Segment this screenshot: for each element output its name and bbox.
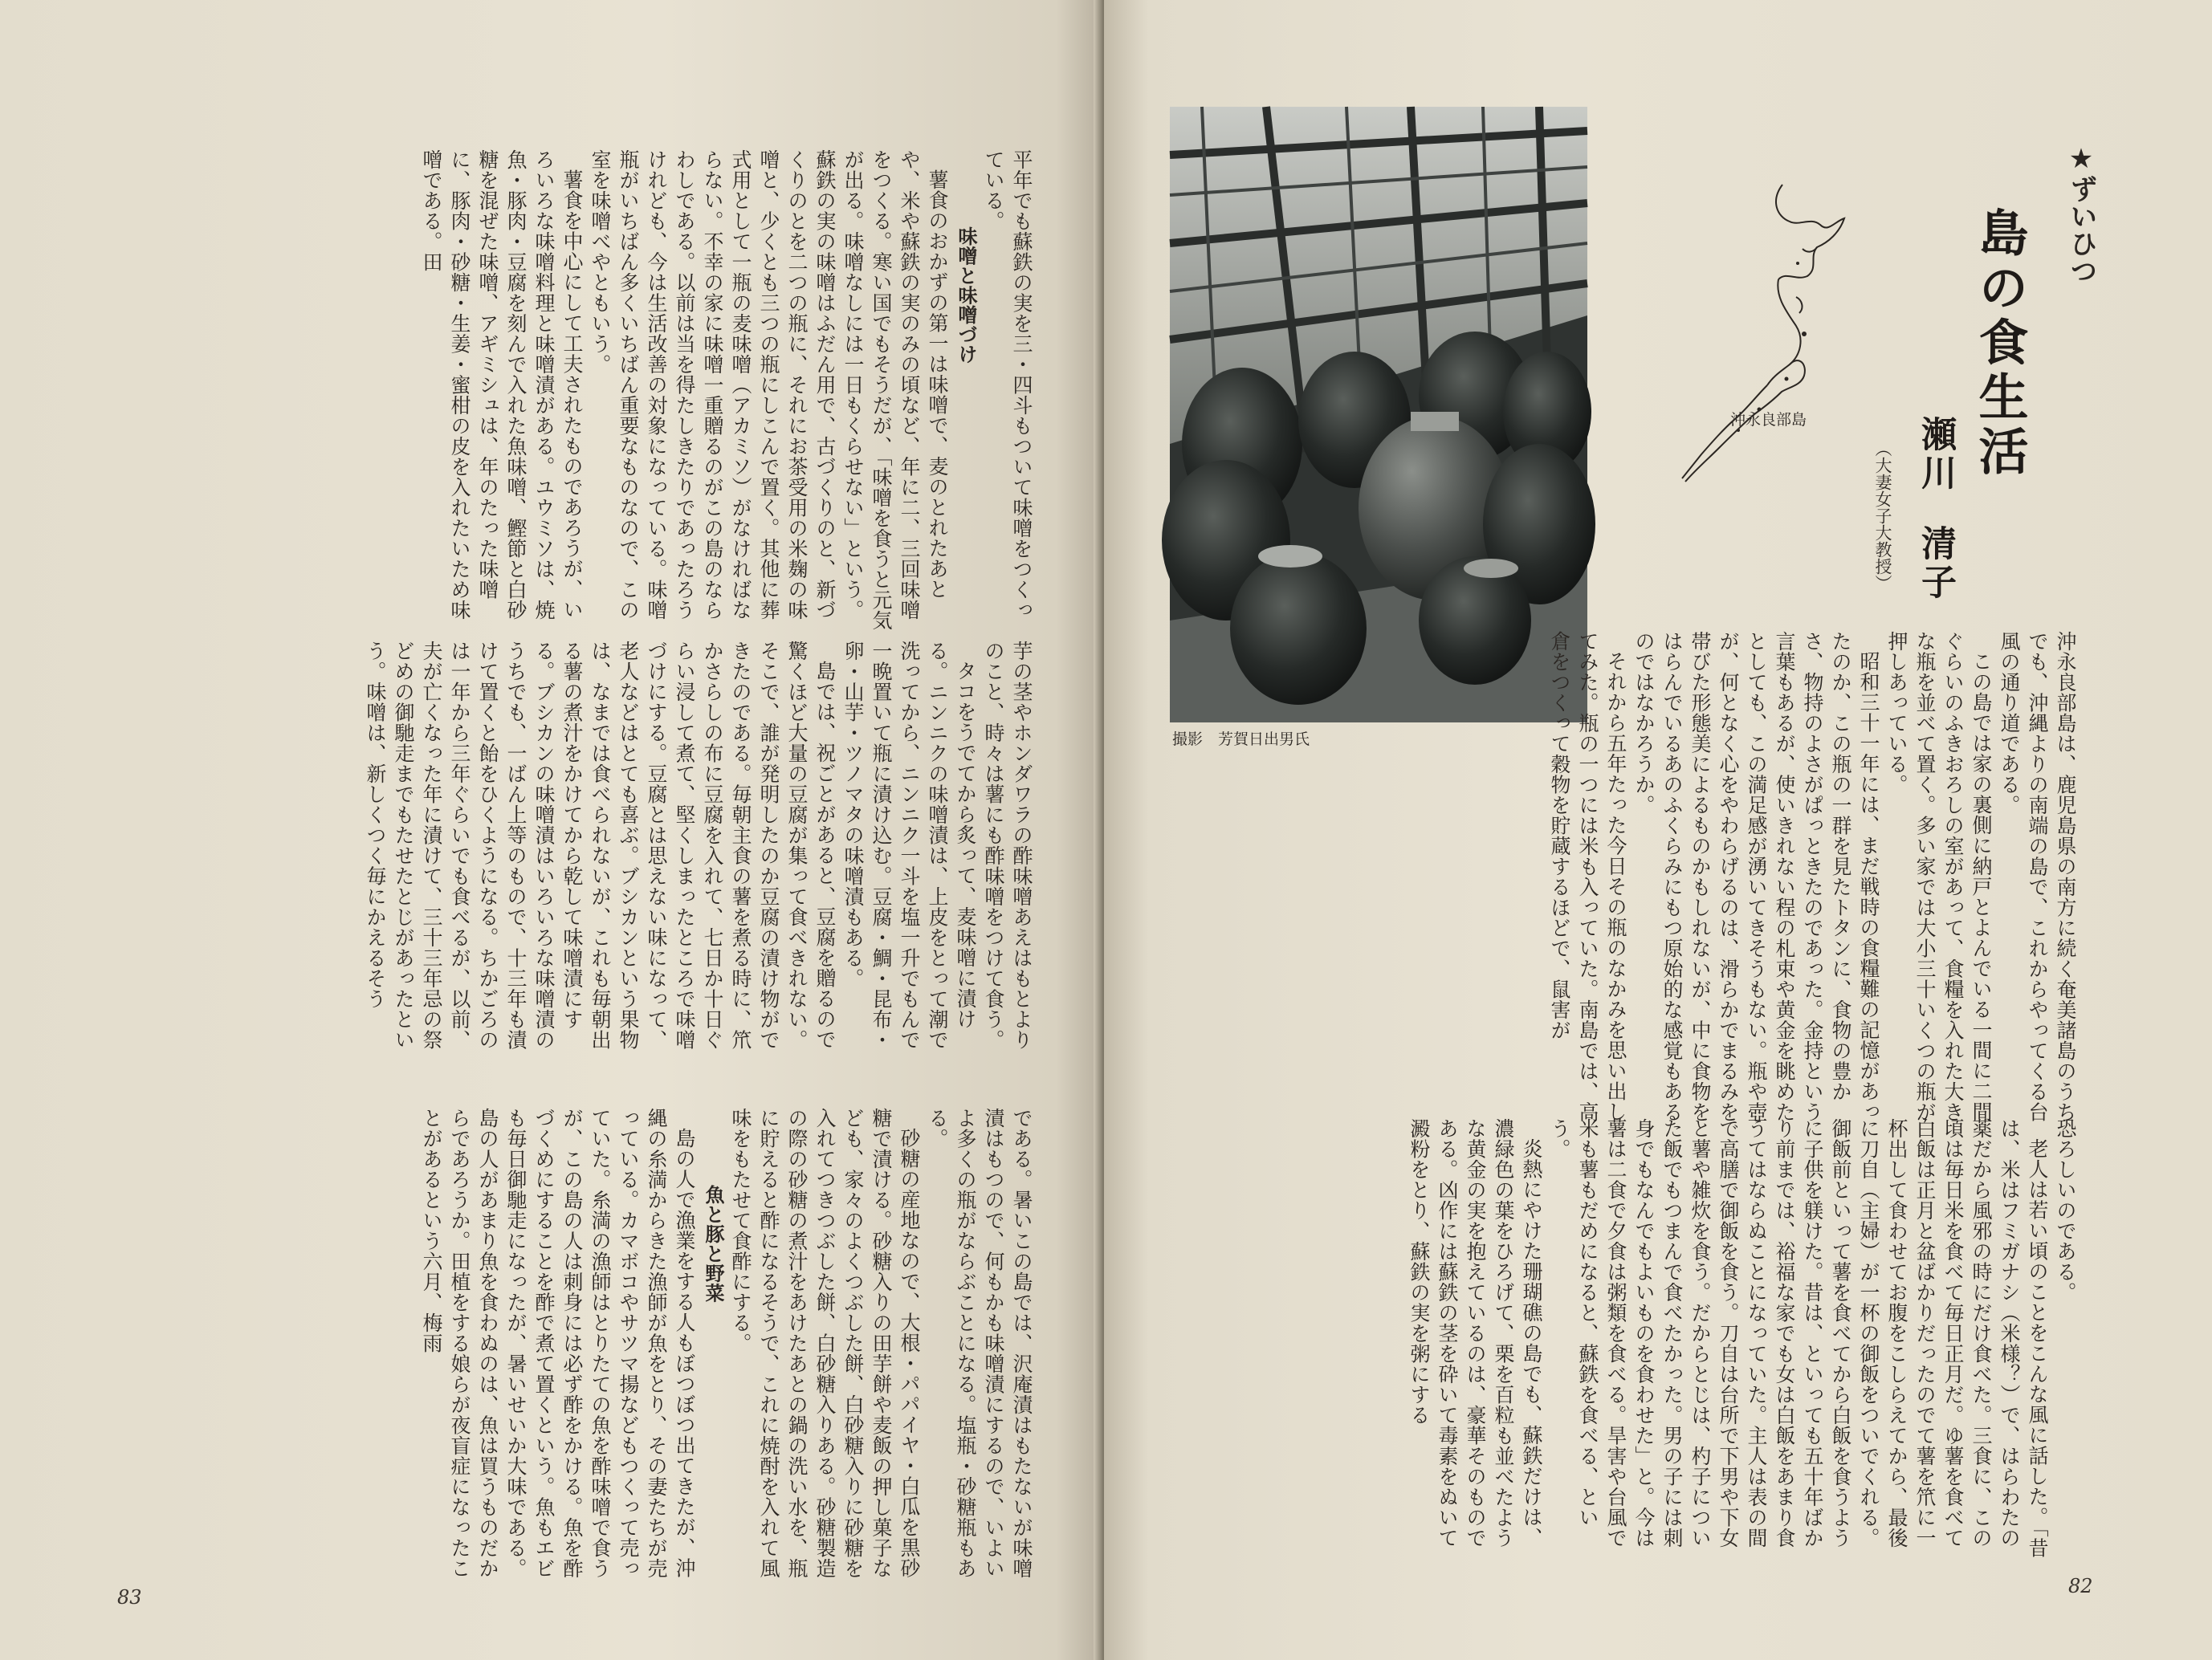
section-heading-miso: 味噌と味噌づけ [955, 226, 977, 364]
author-affiliation: （大妻女子大教授） [1873, 440, 1892, 592]
paragraph: である。暑いこの島では、沢庵漬はもたないが味噌漬はもつので、何もかも味噌漬にするので、いよいよ多くの瓶がならぶことになる。塩瓶・砂糖瓶もある。 [926, 1108, 1033, 1579]
article-title: 島の食生活 [1970, 207, 2029, 480]
paragraph: 昭和三十一年には、まだ戦時の食糧難の記憶があったのか、この瓶の一群を見たトタンに、食物の豊かさ、物持のよさがぱっときたのであった。金持という言葉もあるが、使いきれない程の札束や黄金を眺めたとしても、この満足感が湧いてきそうもない。瓶や壺が、何となく心をやわらげるのは、滑らかでまるみを帯びた形態美によるものかもしれないが、中に食物をはらんでいるあのふくらみにもつ原始的な感覚もあるのではなかろうか。 [1632, 631, 1880, 1122]
page-number-left: 83 [117, 1586, 142, 1609]
map-label: 沖永良部島 [1730, 411, 1807, 429]
paragraph: 平年でも蘇鉄の実を三・四斗もついて味噌をつくっている。 [982, 149, 1033, 620]
paragraph: タコをうでてから炙って、麦味噌に漬ける。ニンニクの味噌漬は、上皮をとって潮で洗ってから、ニンニク一斗を塩一升でもんで一晩置いて瓶に漬け込む。豆腐・鯛・昆布・卵・山芋・ツノマタの味噌漬もある。 [841, 641, 977, 1050]
paragraph: 島の人で漁業をする人もぼつぼつ出てきたが、沖縄の糸満からきた漁師が魚をとり、その妻たちが売っている。カマボコやサツマ揚などもつくって売っていた。糸満の漁師はとりたての魚を酢味噌で食うが、この島の人は刺身には必ず酢をかける。魚を酢づくめにすることを酢で煮て置くという。魚もエビも毎日御馳走になったが、暑いせいか大味である。島の人があまり魚を食わぬのは、魚は買うものだからであろうか。田植をする娘らが夜盲症になったことがあるという六月、梅雨 [420, 1108, 696, 1579]
paragraph: それから五年たった今日その瓶のなかみを思い出してみた。瓶の一つには米も入っていた。南島では、高倉をつくって穀物を貯蔵するほどで、鼠害が [1548, 631, 1627, 1122]
island-map-illustration [1618, 169, 1859, 490]
paragraph: 沖永良部島は、鹿児島県の南方に続く奄美諸島のうちでも、沖縄よりの南端の島で、これからやってくる台風の通り道である。 [1998, 631, 2077, 1122]
left-top-text [64, 149, 1036, 635]
author-family-name: 瀬川 [1915, 416, 1956, 493]
paragraph: 薯食のおかずの第一は味噌で、麦のとれたあとや、米や蘇鉄の実のみの頃など、年に二、三回味噌をつくる。寒い国でもそうだが、「味噌を食うと元気が出る。味噌なしには一日もくらせない」という。蘇鉄の実の味噌はふだん用で、古づくりのと、新づくりのとを二つの瓶に、それにお茶受用の米麹の味噌と、少くとも三つの瓶にしこんで置く。其他に葬式用として一瓶の麦味噌（アカミソ）がなければならない。不幸の家に味噌一重贈るのがこの島のならわしである。以前は当を得たしきたりであったろうけれども、今は生活改善の対象になっている。味噌瓶がいちばん多くいちばん重要なものなので、この室を味噌べやともいう。 [589, 149, 949, 631]
series-label: ★ずいひつ [2065, 143, 2097, 284]
left-middle-text [64, 641, 1036, 1058]
paragraph: 芋の茎やホンダワラの酢味噌あえはもとよりのこと、時々は薯にも酢味噌をつけて食う。 [982, 641, 1033, 1050]
right-top-text [1548, 631, 2080, 1122]
author-given-name: 清子 [1915, 525, 1956, 602]
right-bottom-text [1156, 1118, 2080, 1561]
photo-storage-jars [1170, 107, 1587, 722]
paragraph: 薯食を中心にして工夫されたものであろうが、いろいろな味噌料理と味噌漬がある。ユウミソは、焼魚・豚肉・豆腐を刻んで入れた魚味噌、鰹節と白砂糖を混ぜた味噌、アギミシュは、年のたった味噌に、豚肉・砂糖・生姜・蜜柑の皮を入れたいため味噌である。田 [420, 149, 584, 620]
left-page [0, 0, 1100, 1660]
paragraph: 島では、祝ごとがあると、豆腐を贈るので驚くほど大量の豆腐が集って食べきれない。そこで、誰が発明したのか豆腐の漬け物ができたのである。毎朝主食の薯を煮る時に、笊かさらしの布に豆腐を入れて、七日か十日ぐらい浸して煮て、堅くしまったところで味噌づけにする。豆腐とは思えない味になって、老人などはとても喜ぶ。ブシカンという果物は、なまでは食べられないが、これも毎朝出る薯の煮汁をかけてから乾して味噌漬にする。ブシカンの味噌漬はいろいろな味噌漬のうちでも、一ばん上等のもので、十三年も漬けて置くと飴をひくようになる。ちかごろのは一年から三年ぐらいでも食べるが、以前、夫が亡くなった年に漬けて、三十三年忌の祭どめの御馳走までもたせたとじがあったという。味噌は、新しくつく毎にかえるそう [364, 641, 837, 1050]
section-heading-fish: 魚と豚と野菜 [702, 1185, 724, 1303]
photo-caption: 撮影 芳賀日出男氏 [1172, 730, 1310, 748]
paragraph: 炎熱にやけた珊瑚礁の島でも、蘇鉄だけは、濃緑色の葉をひろげて、栗を百粒も並べたような黄金の実を抱えているのは、豪華そのものである。凶作には蘇鉄の茎を砕いて毒素をぬいて澱粉をとり、蘇鉄の実を粥にする [1407, 1118, 1543, 1548]
left-bottom-text [64, 1108, 1036, 1581]
page-number-right: 82 [2068, 1575, 2093, 1597]
paragraph: 砂糖の産地なので、大根・パパイヤ・白瓜を黒砂糖で漬ける。砂糖入りの田芋餅や麦飯の押し菓子なども、家々のよくつぶした餅、白砂糖入りに砂糖を入れてつきつぶした餅、白砂糖入りある。砂糖製造の際の砂糖の煮汁をあけたあとの鍋の洗い水を、瓶に貯えると酢になるそうで、これに焼酎を入れて風味をもたせて食酢にする。 [729, 1108, 921, 1579]
author-name [1909, 416, 1961, 602]
photo-image [1170, 107, 1587, 722]
paragraph: この島では家の裏側に納戸とよんでいる一間に二間ぐらいのふきおろしの室があって、食糧を入れた大きな瓶を並べて置く。多い家では大小三十いくつの瓶が押しあっている。 [1885, 631, 1993, 1122]
paragraph: 老人は若い頃のことをこんな風に話した。「昔は、米はフミガナシ（米様？）で、はらわたの薬だから風邪の時にだけ食べた。三食に、この頃は毎日米を食べて毎日正月だ。ゆ薯を食べて白飯は正月と盆ばかりだったのでて薯を笊に一杯出して食わせてお腹をこしらえてから、最後に刀自（主婦）が一杯の御飯をついでくれる。御飯前といって薯を食べてから白飯を食うように子供を躾けた。昔は、といっても五十年ばかり前までは、裕福な家でも女は白飯をあまり食うてはならぬことになっていた。主人は表の間で高膳で御飯を食う。刀自は台所で下男や下女と薯や雑炊を食う。だからとじは、杓子についた飯でもつまんで食べたかった。男の子には刺身でもなんでもよいものを食わせた」と。今は薯は二食で夕食は粥類を食べる。旱害や台風で米も薯もだめになると、蘇鉄を食べる、という。 [1548, 1118, 2049, 1558]
paragraph: 恐ろしいのである。 [2054, 1118, 2077, 1303]
